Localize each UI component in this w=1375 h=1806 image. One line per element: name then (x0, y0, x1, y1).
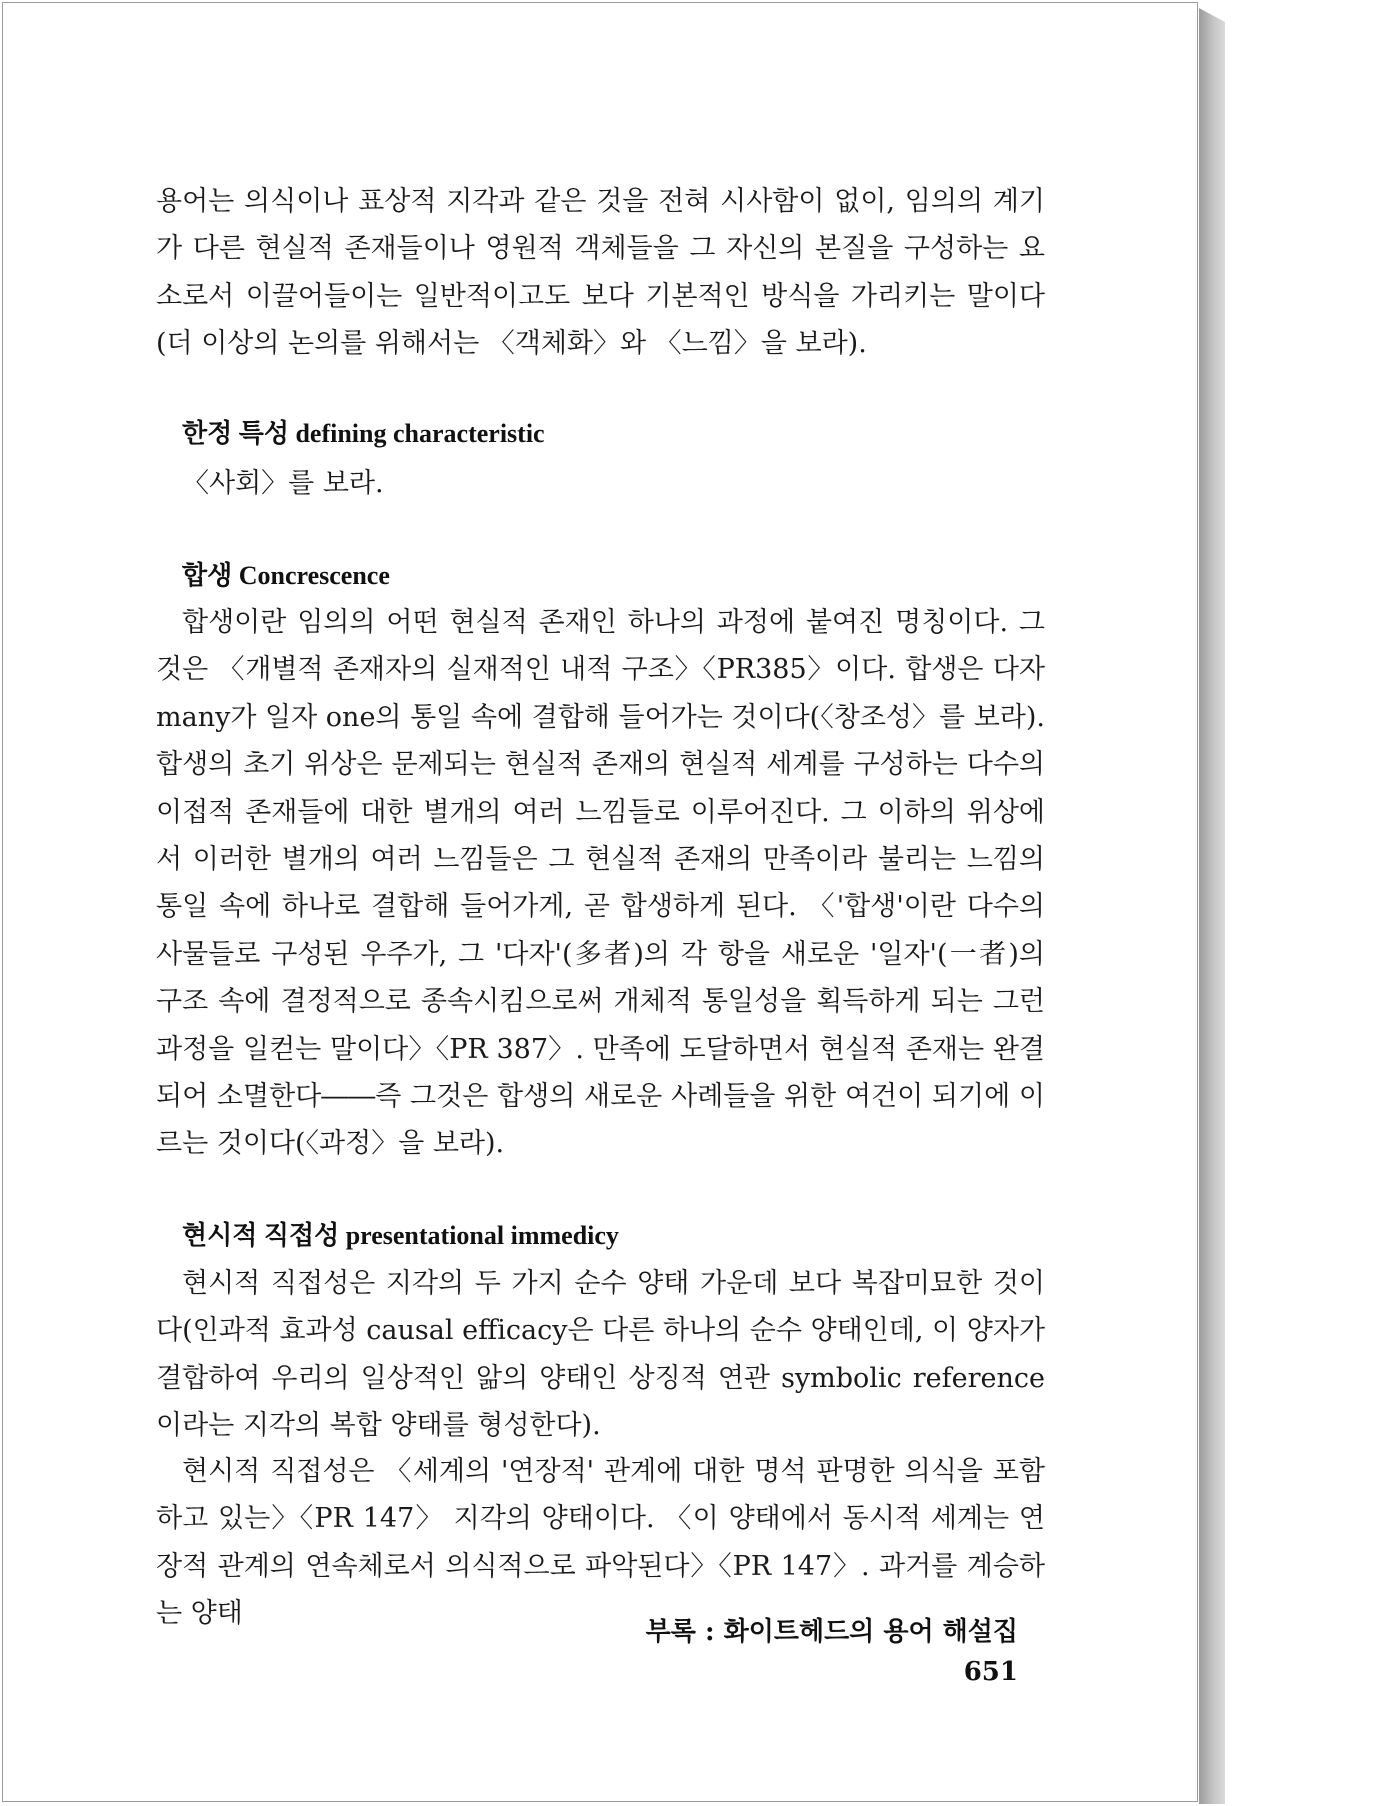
heading-english: defining characteristic (295, 419, 545, 448)
heading-korean: 합생 (182, 561, 233, 590)
paragraph-presentational-immediacy-2: 현시적 직접성은 〈세계의 '연장적' 관계에 대한 명석 판명한 의식을 포함하고 있는〉〈PR 147〉 지각의 양태이다. 〈이 양태에서 동시적 세계는 연장적 관계의 연속체로서 의식적으로 파악된다〉〈PR 147〉. 과거를 계승하는 양태 (156, 1456, 1045, 1630)
heading-english: Concrescence (238, 561, 390, 590)
heading-korean: 현시적 직접성 (182, 1221, 340, 1250)
heading-korean: 한정 특성 (182, 419, 289, 448)
paragraph-presentational-immediacy-1: 현시적 직접성은 지각의 두 가지 순수 양태 가운데 보다 복잡미묘한 것이다(인과적 효과성 causal efficacy은 다른 하나의 순수 양태인데, 이 양자가 결합하여 우리의 일상적인 앎의 양태인 상징적 연관 symbolic reference이라는 지각의 복합 양태를 형성한다). (156, 1268, 1045, 1442)
paragraph-defining-characteristic: 〈사회〉를 보라. (182, 468, 384, 499)
page-edge-shadow (1199, 8, 1225, 1804)
heading-concrescence (182, 556, 390, 596)
heading-defining-characteristic (182, 414, 545, 454)
heading-english: presentational immedicy (345, 1221, 619, 1250)
paragraph-concrescence: 합생이란 임의의 어떤 현실적 존재인 하나의 과정에 붙여진 명칭이다. 그것은 〈개별적 존재자의 실재적인 내적 구조〉〈PR385〉이다. 합생은 다자 many가 일자 one의 통일 속에 결합해 들어가는 것이다(〈창조성〉를 보라). 합생의 초기 위상은 문제되는 현실적 존재의 현실적 세계를 구성하는 다수의 이접적 존재들에 대한 별개의 여러 느낌들로 이루어진다. 그 이하의 위상에서 이러한 별개의 여러 느낌들은 그 현실적 존재의 만족이라 불리는 느낌의 통일 속에 하나로 결합해 들어가게, 곧 합생하게 된다. 〈'합생'이란 다수의 사물들로 구성된 우주가, 그 '다자'(多者)의 각 항을 새로운 '일자'(一者)의 구조 속에 결정적으로 종속시킴으로써 개체적 통일성을 획득하게 되는 그런 과정을 일컫는 말이다〉〈PR 387〉. 만족에 도달하면서 현실적 존재는 완결되어 소멸한다――즉 그것은 합생의 새로운 사례들을 위한 여건이 되기에 이르는 것이다(〈과정〉을 보라). (156, 607, 1045, 1160)
page-footer: 부록 : 화이트헤드의 용어 해설집 651 (645, 1617, 1018, 1687)
heading-presentational-immediacy (182, 1216, 619, 1256)
paragraph-intro: 용어는 의식이나 표상적 지각과 같은 것을 전혀 시사함이 없이, 임의의 계기가 다른 현실적 존재들이나 영원적 객체들을 그 자신의 본질을 구성하는 요소로서 이끌어들이는 일반적이고도 보다 기본적인 방식을 가리키는 말이다(더 이상의 논의를 위해서는 〈객체화〉와 〈느낌〉을 보라). (156, 186, 1045, 360)
